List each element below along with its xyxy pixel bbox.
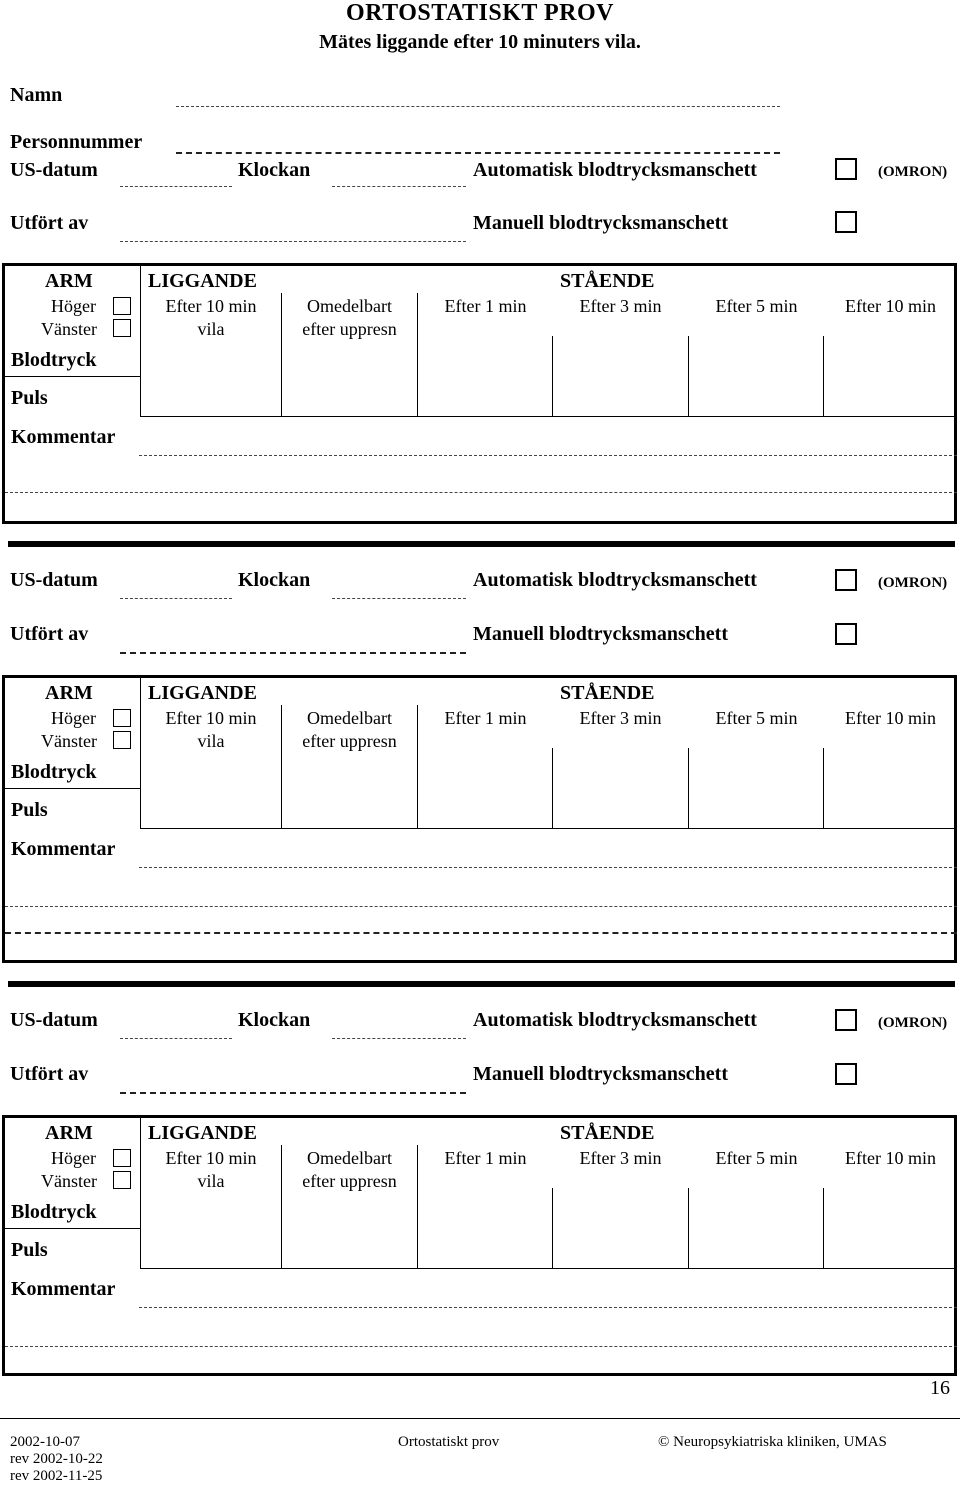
footer-date: 2002-10-07 (10, 1434, 80, 1450)
kommentar-label: Kommentar (11, 838, 116, 860)
utfort-av-label: Utfört av (10, 623, 89, 645)
hoger-checkbox[interactable] (113, 1149, 131, 1167)
us-datum-field[interactable] (120, 186, 232, 187)
utfort-av-field[interactable] (120, 241, 466, 242)
us-datum-label: US-datum (10, 569, 98, 591)
klockan-field[interactable] (332, 186, 466, 187)
auto-cuff-checkbox[interactable] (835, 569, 857, 591)
klockan-label: Klockan (238, 159, 311, 181)
col-efter10-vila-l2: vila (197, 731, 225, 751)
col-efter1: Efter 1 min (444, 708, 527, 728)
section-divider (8, 981, 955, 987)
col-efter10: Efter 10 min (845, 296, 936, 316)
puls-label: Puls (11, 799, 48, 821)
vanster-checkbox[interactable] (113, 731, 131, 749)
puls-label: Puls (11, 387, 48, 409)
col-omedelbart-l2: efter uppresn (302, 319, 397, 339)
hoger-checkbox[interactable] (113, 297, 131, 315)
col-efter10-vila-l1: Efter 10 min (165, 1148, 257, 1168)
namn-label: Namn (10, 84, 63, 106)
col-efter3: Efter 3 min (579, 708, 662, 728)
omron-label: (OMRON) (878, 1015, 948, 1031)
footer-rev-2: rev 2002-11-25 (10, 1468, 103, 1484)
auto-cuff-checkbox[interactable] (835, 1009, 857, 1031)
page-number: 16 (930, 1377, 950, 1399)
section-divider (8, 541, 955, 547)
puls-label: Puls (11, 1239, 48, 1261)
hoger-label: Höger (51, 296, 96, 316)
hoger-checkbox[interactable] (113, 709, 131, 727)
vanster-label: Vänster (41, 319, 97, 339)
vanster-label: Vänster (41, 731, 97, 751)
arm-label: ARM (45, 270, 93, 292)
vanster-label: Vänster (41, 1171, 97, 1191)
col-efter10-vila-l2: vila (197, 319, 225, 339)
us-datum-label: US-datum (10, 1009, 98, 1031)
utfort-av-field[interactable] (120, 1092, 466, 1094)
col-omedelbart-l2: efter uppresn (302, 731, 397, 751)
arm-label: ARM (45, 682, 93, 704)
manual-cuff-label: Manuell blodtrycksmanschett (473, 1063, 728, 1085)
measurement-table (2, 675, 957, 963)
manual-cuff-checkbox[interactable] (835, 623, 857, 645)
manual-cuff-checkbox[interactable] (835, 1063, 857, 1085)
col-efter1: Efter 1 min (444, 1148, 527, 1168)
col-efter3: Efter 3 min (579, 1148, 662, 1168)
measurement-table (2, 263, 957, 524)
arm-label: ARM (45, 1122, 93, 1144)
col-efter3: Efter 3 min (579, 296, 662, 316)
col-omedelbart-l1: Omedelbart (307, 1148, 392, 1168)
liggande-label: LIGGANDE (148, 682, 257, 704)
col-efter10-vila-l1: Efter 10 min (165, 296, 257, 316)
us-datum-field[interactable] (120, 1038, 232, 1039)
blodtryck-label: Blodtryck (11, 349, 97, 371)
col-omedelbart-l1: Omedelbart (307, 296, 392, 316)
omron-label: (OMRON) (878, 575, 948, 591)
staende-label: STÅENDE (560, 270, 655, 292)
col-omedelbart-l1: Omedelbart (307, 708, 392, 728)
col-efter10: Efter 10 min (845, 708, 936, 728)
klockan-field[interactable] (332, 598, 466, 599)
staende-label: STÅENDE (560, 682, 655, 704)
col-efter5: Efter 5 min (715, 296, 798, 316)
staende-label: STÅENDE (560, 1122, 655, 1144)
vanster-checkbox[interactable] (113, 1171, 131, 1189)
klockan-label: Klockan (238, 1009, 311, 1031)
page-title: ORTOSTATISKT PROV (346, 0, 614, 26)
auto-cuff-label: Automatisk blodtrycksmanschett (473, 159, 757, 181)
kommentar-label: Kommentar (11, 1278, 116, 1300)
blodtryck-label: Blodtryck (11, 1201, 97, 1223)
page-subtitle: Mätes liggande efter 10 minuters vila. (319, 31, 641, 53)
manual-cuff-label: Manuell blodtrycksmanschett (473, 623, 728, 645)
utfort-av-label: Utfört av (10, 1063, 89, 1085)
hoger-label: Höger (51, 708, 96, 728)
col-efter1: Efter 1 min (444, 296, 527, 316)
liggande-label: LIGGANDE (148, 270, 257, 292)
utfort-av-field[interactable] (120, 652, 466, 654)
klockan-label: Klockan (238, 569, 311, 591)
auto-cuff-checkbox[interactable] (835, 158, 857, 180)
liggande-label: LIGGANDE (148, 1122, 257, 1144)
col-efter10: Efter 10 min (845, 1148, 936, 1168)
utfort-av-label: Utfört av (10, 212, 89, 234)
footer-copyright: © Neuropsykiatriska kliniken, UMAS (658, 1434, 887, 1450)
manual-cuff-checkbox[interactable] (835, 211, 857, 233)
us-datum-field[interactable] (120, 598, 232, 599)
us-datum-label: US-datum (10, 159, 98, 181)
col-efter5: Efter 5 min (715, 1148, 798, 1168)
blodtryck-label: Blodtryck (11, 761, 97, 783)
personnummer-label: Personnummer (10, 131, 143, 153)
klockan-field[interactable] (332, 1038, 466, 1039)
footer-divider (0, 1418, 960, 1419)
auto-cuff-label: Automatisk blodtrycksmanschett (473, 1009, 757, 1031)
footer-title: Ortostatiskt prov (398, 1434, 500, 1450)
kommentar-label: Kommentar (11, 426, 116, 448)
vanster-checkbox[interactable] (113, 319, 131, 337)
col-efter5: Efter 5 min (715, 708, 798, 728)
manual-cuff-label: Manuell blodtrycksmanschett (473, 212, 728, 234)
auto-cuff-label: Automatisk blodtrycksmanschett (473, 569, 757, 591)
omron-label: (OMRON) (878, 164, 948, 180)
footer-rev-1: rev 2002-10-22 (10, 1451, 103, 1467)
col-efter10-vila-l2: vila (197, 1171, 225, 1191)
col-omedelbart-l2: efter uppresn (302, 1171, 397, 1191)
personnummer-field[interactable] (176, 152, 780, 154)
measurement-table (2, 1115, 957, 1376)
col-efter10-vila-l1: Efter 10 min (165, 708, 257, 728)
namn-field[interactable] (176, 106, 780, 107)
hoger-label: Höger (51, 1148, 96, 1168)
